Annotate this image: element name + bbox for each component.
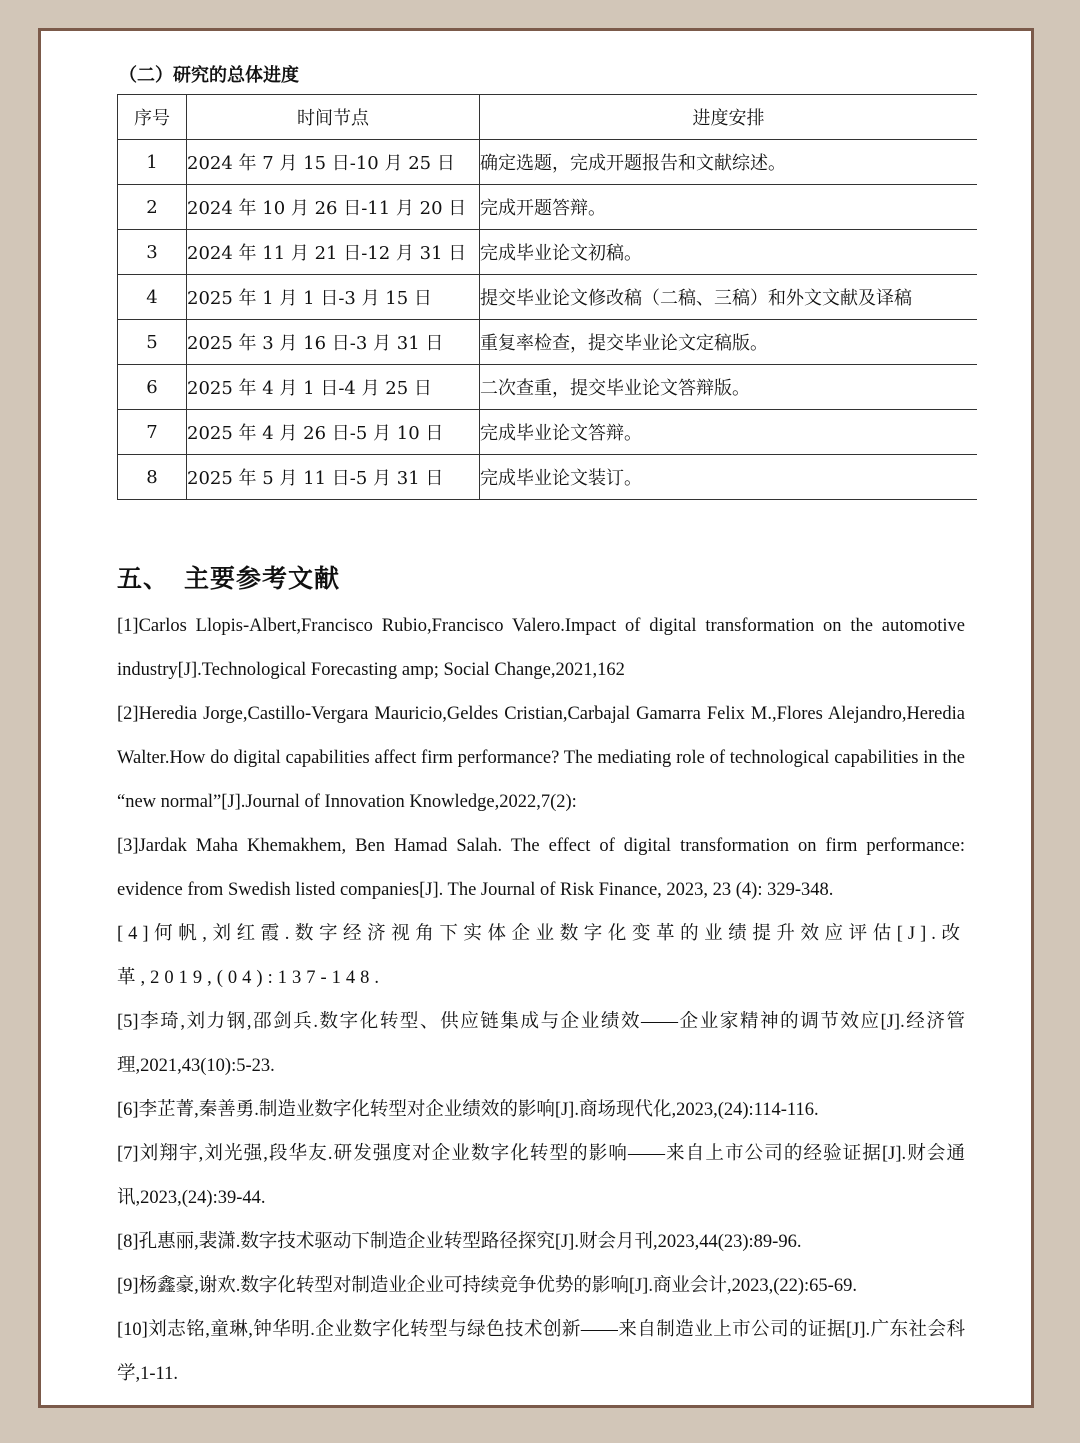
row-no: 3	[118, 230, 187, 275]
reference-item: [7]刘翔宇,刘光强,段华友.研发强度对企业数字化转型的影响——来自上市公司的经验证据[J].财会通讯,2023,(24):39-44.	[117, 1144, 965, 1208]
header-no: 序号	[118, 95, 187, 140]
row-task: 完成开题答辩。	[480, 185, 978, 230]
row-period: 2024 年 7 月 15 日-10 月 25 日	[187, 140, 480, 185]
table-row	[118, 455, 978, 500]
table-header-row	[118, 95, 978, 140]
table-row	[118, 275, 978, 320]
row-period: 2024 年 10 月 26 日-11 月 20 日	[187, 185, 480, 230]
row-no: 7	[118, 410, 187, 455]
row-task: 重复率检查，提交毕业论文定稿版。	[480, 320, 978, 365]
row-period: 2025 年 3 月 16 日-3 月 31 日	[187, 320, 480, 365]
table-row	[118, 320, 978, 365]
section-number: 五、	[117, 564, 170, 593]
row-task: 二次查重，提交毕业论文答辩版。	[480, 365, 978, 410]
row-no: 8	[118, 455, 187, 500]
header-period: 时间节点	[187, 95, 480, 140]
row-period: 2024 年 11 月 21 日-12 月 31 日	[187, 230, 480, 275]
row-task: 完成毕业论文装订。	[480, 455, 978, 500]
table-row	[118, 230, 978, 275]
row-no: 2	[118, 185, 187, 230]
reference-item: [9]杨鑫豪,谢欢.数字化转型对制造业企业可持续竞争优势的影响[J].商业会计,2023,(22):65-69.	[117, 1276, 857, 1296]
reference-item: [3]Jardak Maha Khemakhem, Ben Hamad Salah. The effect of digital transformation on firm performance: evidence from Swedish listed companies[J]. The Journal of Risk Finance, 2023, 23 (4): 329-348.	[117, 836, 965, 900]
reference-item: [10]刘志铭,童琳,钟华明.企业数字化转型与绿色技术创新——来自制造业上市公司的证据[J].广东社会科学,1-11.	[117, 1320, 965, 1384]
row-task: 完成毕业论文初稿。	[480, 230, 978, 275]
table-row	[118, 140, 978, 185]
reference-item: [8]孔惠丽,裴潇.数字技术驱动下制造企业转型路径探究[J].财会月刊,2023,44(23):89-96.	[117, 1232, 802, 1252]
reference-item: [2]Heredia Jorge,Castillo-Vergara Mauricio,Geldes Cristian,Carbajal Gamarra Felix M.,Flores Alejandro,Heredia Walter.How do digital capabilities affect firm performance? The mediating role of technological capabilities in the “new normal”[J].Journal of Innovation Knowledge,2022,7(2):	[117, 704, 965, 812]
row-task: 提交毕业论文修改稿（二稿、三稿）和外文文献及译稿	[480, 275, 978, 320]
section-title: 主要参考文献	[184, 564, 341, 593]
row-no: 6	[118, 365, 187, 410]
row-period: 2025 年 4 月 1 日-4 月 25 日	[187, 365, 480, 410]
row-period: 2025 年 4 月 26 日-5 月 10 日	[187, 410, 480, 455]
header-task: 进度安排	[480, 95, 978, 140]
row-no: 5	[118, 320, 187, 365]
table-row	[118, 410, 978, 455]
progress-subtitle: （二）研究的总体进度	[119, 65, 299, 86]
table-row	[118, 365, 978, 410]
table-row	[118, 185, 978, 230]
row-task: 确定选题，完成开题报告和文献综述。	[480, 140, 978, 185]
progress-table	[117, 94, 977, 500]
row-task: 完成毕业论文答辩。	[480, 410, 978, 455]
reference-item: [1]Carlos Llopis-Albert,Francisco Rubio,Francisco Valero.Impact of digital transformation on the automotive industry[J].Technological Forecasting amp; Social Change,2021,162	[117, 616, 965, 680]
reference-item: [4]何帆,刘红霞.数字经济视角下实体企业数字化变革的业绩提升效应评估[J].改革,2019,(04):137-148.	[117, 924, 965, 988]
reference-item: [5]李琦,刘力钢,邵剑兵.数字化转型、供应链集成与企业绩效——企业家精神的调节效应[J].经济管理,2021,43(10):5-23.	[117, 1012, 965, 1076]
reference-list	[117, 604, 965, 1396]
row-no: 1	[118, 140, 187, 185]
row-no: 4	[118, 275, 187, 320]
reference-item: [6]李芷菁,秦善勇.制造业数字化转型对企业绩效的影响[J].商场现代化,2023,(24):114-116.	[117, 1100, 819, 1120]
document-page	[38, 28, 1034, 1408]
row-period: 2025 年 5 月 11 日-5 月 31 日	[187, 455, 480, 500]
row-period: 2025 年 1 月 1 日-3 月 15 日	[187, 275, 480, 320]
references-heading	[117, 559, 340, 595]
